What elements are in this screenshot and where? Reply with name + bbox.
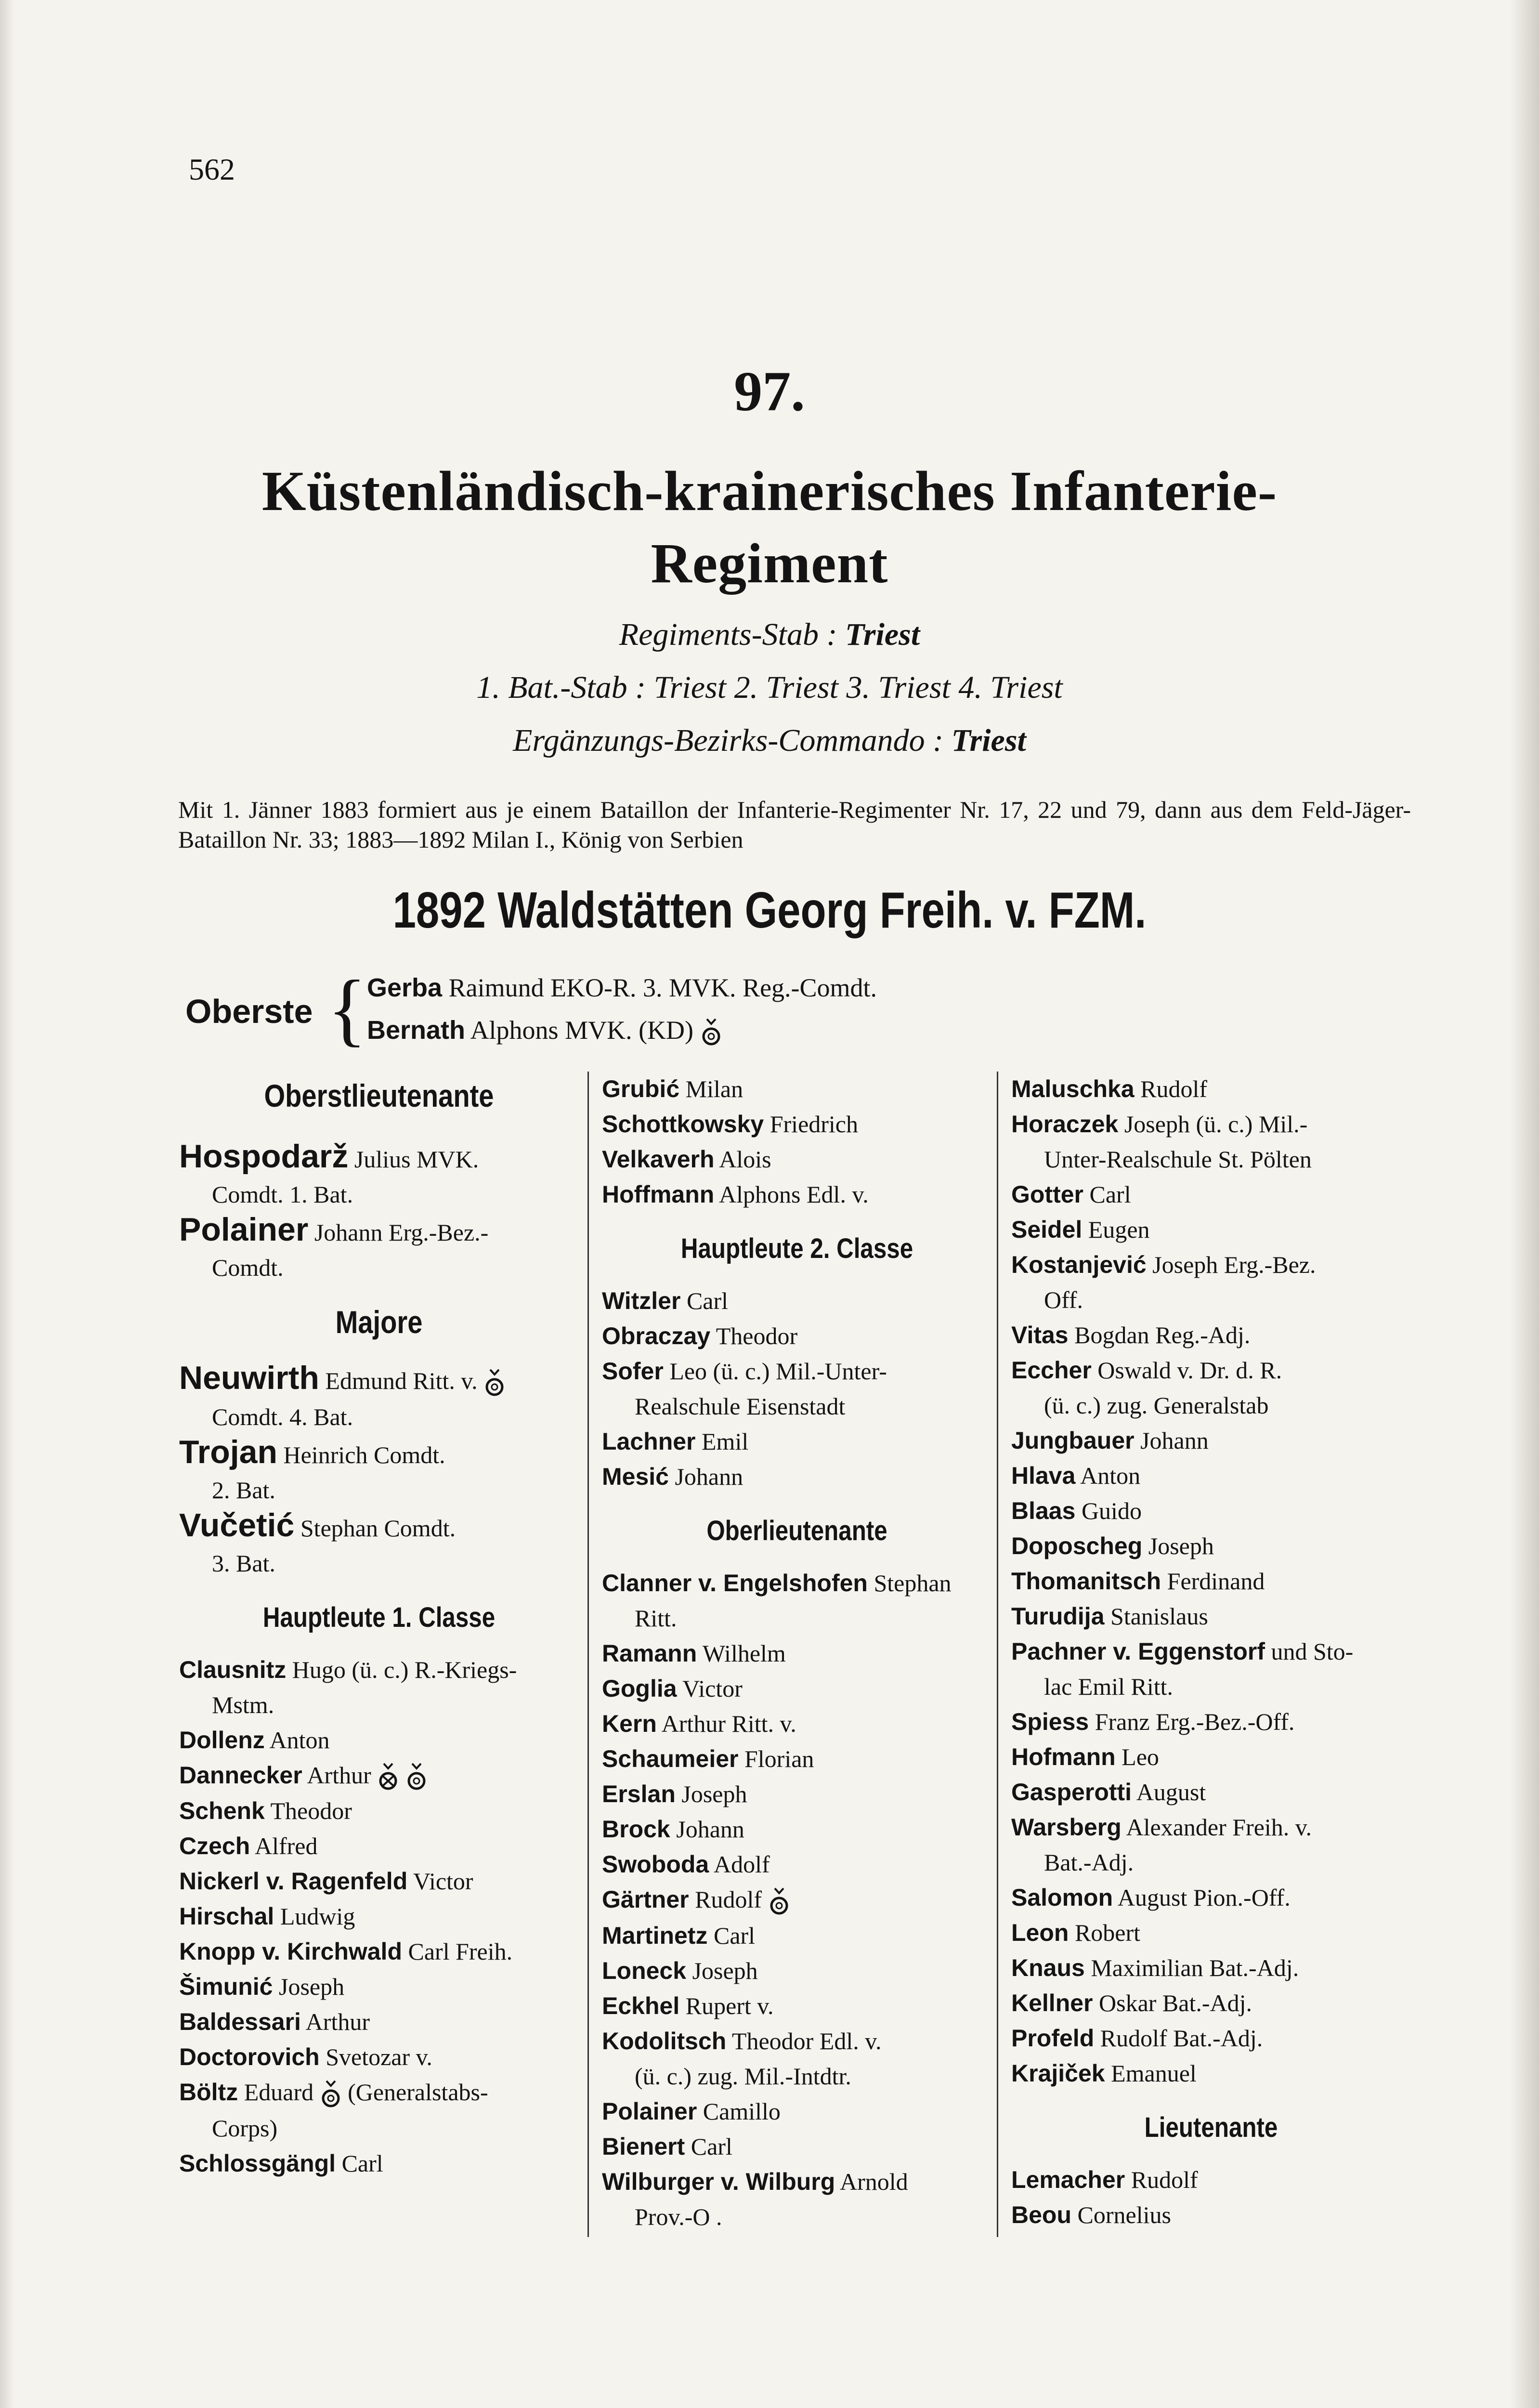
details: Emil [695, 1428, 749, 1455]
entry-continuation: Ritt. [635, 1605, 677, 1632]
surname: Schaumeier [602, 1745, 739, 1772]
surname: Eccher [1011, 1357, 1092, 1384]
surname: Šimunić [179, 1973, 273, 2001]
surname: Schlossgängl [179, 2149, 336, 2177]
details: Anton [1075, 1462, 1141, 1489]
officer-entry [1011, 1599, 1411, 1634]
title-line-2: Regiment [651, 532, 888, 595]
details: Florian [738, 1745, 814, 1772]
heading-oberstlieutenante: Oberstlieutenante [264, 1078, 494, 1113]
regiments-stab-place: Triest [845, 617, 920, 652]
details: August Pion.-Off. [1113, 1884, 1291, 1911]
surname: Polainer [602, 2097, 697, 2125]
surname: Neuwirth [179, 1360, 319, 1396]
surname: Seidel [1011, 1216, 1083, 1243]
cross-medal-icon [377, 1762, 399, 1793]
details: Carl Freih. [402, 1938, 513, 1965]
officer-entry [1011, 1072, 1411, 1107]
ergaenzungs-label: Ergänzungs-Bezirks-Commando : [513, 723, 952, 758]
surname: Swoboda [602, 1851, 709, 1878]
surname: Hlava [1011, 1462, 1076, 1489]
details: Rudolf Bat.-Adj. [1094, 2025, 1263, 2052]
medal-icon [700, 1017, 722, 1049]
details: Cornelius [1071, 2201, 1171, 2228]
entry-continuation: Mstm. [212, 1691, 274, 1718]
surname: Vučetić [179, 1506, 295, 1544]
details: Joseph Erg.-Bez. [1146, 1251, 1316, 1278]
details: Alphons Edl. v. [714, 1181, 869, 1208]
details: Victor [407, 1868, 473, 1895]
details: Alois [714, 1146, 771, 1173]
surname: Gärtner [602, 1886, 689, 1913]
officer-entry [1011, 1458, 1411, 1493]
surname: Profeld [1011, 2025, 1095, 2052]
surname: Kern [602, 1710, 657, 1737]
surname: Sofer [602, 1358, 664, 1385]
surname: Leon [1011, 1919, 1069, 1946]
details: Guido [1075, 1497, 1142, 1524]
details: Johann [668, 1463, 743, 1490]
details: Milan [679, 1075, 743, 1102]
officer-entry [602, 1741, 992, 1777]
details: August [1132, 1779, 1206, 1806]
entry-continuation: Comdt. 1. Bat. [212, 1181, 353, 1208]
oberst-surname: Gerba [367, 973, 443, 1002]
officer-entry [179, 1899, 579, 1934]
surname: Baldessari [179, 2008, 301, 2036]
officer-entry [1011, 1986, 1411, 2021]
officer-entry [602, 1283, 992, 1319]
surname: Brock [602, 1816, 670, 1843]
details: Maximilian Bat.-Adj. [1084, 1954, 1299, 1981]
details: Carl [707, 1922, 756, 1949]
surname: Spiess [1011, 1708, 1089, 1735]
surname: Mesić [602, 1463, 669, 1490]
officer-entry [602, 1566, 992, 1601]
surname: Thomanitsch [1011, 1568, 1161, 1595]
surname: Hospodarž [179, 1138, 349, 1175]
officer-entry [602, 2164, 992, 2199]
officer-entry [602, 1142, 992, 1177]
surname: Martinetz [602, 1922, 708, 1949]
ergaenzungs-place: Triest [951, 723, 1026, 758]
surname: Blaas [1011, 1497, 1076, 1524]
details: Svetozar v. [319, 2043, 432, 2071]
surname: Eckhel [602, 1992, 680, 2019]
details: Theodor [710, 1322, 798, 1349]
details: Arthur [302, 1761, 371, 1789]
officer-entry [1011, 1564, 1411, 1599]
officer-entry [1011, 1740, 1411, 1775]
details: Robert [1069, 1919, 1141, 1946]
details: Joseph [1142, 1532, 1214, 1559]
surname: Kellner [1011, 1989, 1093, 2016]
surname: Kostanjević [1011, 1251, 1147, 1278]
heading-hauptleute-1: Hauptleute 1. Classe [262, 1601, 496, 1633]
surname: Clausnitz [179, 1656, 287, 1683]
surname: Salomon [1011, 1884, 1113, 1911]
officer-entry [179, 2004, 579, 2040]
surname: Obraczay [602, 1322, 711, 1349]
regiments-stab-label: Regiments-Stab : [619, 617, 845, 652]
surname: Kodolitsch [602, 2027, 727, 2055]
officer-entry [1011, 1247, 1411, 1283]
officer-entry [602, 1882, 992, 1918]
column-1 [179, 1072, 579, 2181]
details: Eugen [1082, 1216, 1150, 1243]
surname: Polainer [179, 1211, 309, 1248]
details: und Sto- [1265, 1638, 1354, 1665]
officer-entry [179, 2146, 579, 2181]
officer-entry [1011, 1318, 1411, 1353]
medal-icon [320, 2079, 342, 2111]
officer-entry [1011, 2021, 1411, 2056]
officer-entry [179, 2075, 579, 2111]
officer-entry [179, 2040, 579, 2075]
officer-entry [179, 1934, 579, 1969]
surname: Lemacher [1011, 2166, 1125, 2193]
officer-entry [1011, 1353, 1411, 1388]
entry-continuation: Comdt. [212, 1254, 284, 1281]
column-2 [602, 1072, 992, 2235]
officer-entry [602, 1671, 992, 1706]
details: Arthur Ritt. v. [656, 1710, 796, 1737]
oberste-label: Oberste [185, 993, 313, 1030]
officer-entry [1011, 1880, 1411, 1915]
details: Arthur [300, 2008, 370, 2036]
officer-entry [1011, 2162, 1411, 2198]
details: Arnold [835, 2168, 908, 2195]
officer-entry [602, 1636, 992, 1671]
details: Oskar Bat.-Adj. [1093, 1989, 1252, 2016]
oberst-surname: Bernath [367, 1016, 466, 1045]
ergaenzungs-commando [0, 722, 1539, 759]
details: Hugo (ü. c.) R.-Kriegs- [286, 1656, 517, 1683]
details: Rupert v. [679, 1992, 774, 2019]
medal-icon [483, 1368, 506, 1400]
officer-entry [602, 1812, 992, 1847]
details: Anton [264, 1726, 330, 1754]
regiments-stab [0, 616, 1539, 653]
surname: Beou [1011, 2201, 1071, 2228]
column-divider [587, 1072, 589, 2237]
officer-entry [602, 2094, 992, 2129]
surname: Grubić [602, 1075, 680, 1102]
entry-continuation: Corps) [212, 2114, 278, 2142]
surname: Dannecker [179, 1761, 302, 1789]
surname: Hirschal [179, 1903, 274, 1930]
entry-continuation: 2. Bat. [212, 1476, 275, 1504]
entry-continuation: Realschule Eisenstadt [635, 1393, 846, 1420]
column-3 [1011, 1072, 1411, 2233]
officer-entry [1011, 1423, 1411, 1458]
entry-continuation: (ü. c.) zug. Mil.-Intdtr. [635, 2062, 851, 2090]
details: Victor [677, 1675, 743, 1702]
surname: Böltz [179, 2079, 238, 2106]
surname: Dollenz [179, 1726, 265, 1754]
page-number: 562 [189, 152, 235, 186]
officer-entry [1011, 1950, 1411, 1986]
officer-entry [1011, 1177, 1411, 1212]
details: Franz Erg.-Bez.-Off. [1089, 1708, 1295, 1735]
officer-entry [1011, 1775, 1411, 1810]
details: Stephan [867, 1570, 952, 1597]
details: Alfred [250, 1832, 318, 1860]
regiment-number: 97. [734, 360, 805, 423]
formation-note: Mit 1. Jänner 1883 formiert aus je einem Bataillon der Infanterie-Regimenter Nr. 17, 22 und 79, dann aus dem Feld-Jäger-Bataillon Nr. 33; 1883—1892 Milan I., König von Serbien [178, 796, 1411, 853]
medal-icon [768, 1886, 790, 1918]
details: Theodor Edl. v. [726, 2027, 882, 2055]
details: Joseph [686, 1957, 758, 1984]
entry-continuation: 3. Bat. [212, 1549, 275, 1577]
officer-entry [602, 1424, 992, 1459]
details: Theodor [264, 1797, 352, 1825]
officer-entry [1011, 1810, 1411, 1845]
oberst-entry [367, 1015, 722, 1049]
details: Rudolf [1134, 1075, 1208, 1102]
officer-entry [602, 1354, 992, 1389]
surname: Schenk [179, 1797, 265, 1825]
details: Stanislaus [1104, 1603, 1208, 1630]
surname: Bienert [602, 2133, 685, 2160]
details: Camillo [697, 2097, 781, 2125]
officer-entry [602, 1319, 992, 1354]
surname: Doctorovich [179, 2043, 320, 2071]
surname: Erslan [602, 1780, 676, 1807]
officer-entry [1011, 1634, 1411, 1669]
surname: Hoffmann [602, 1181, 715, 1208]
surname: Gotter [1011, 1181, 1083, 1208]
column-divider [997, 1072, 998, 2237]
officer-entry [602, 1989, 992, 2024]
oberst-entry [367, 973, 877, 1003]
officer-entry [179, 1829, 579, 1864]
entry-continuation: Bat.-Adj. [1044, 1849, 1134, 1876]
officer-entry [1011, 1107, 1411, 1142]
officer-entry [1011, 1915, 1411, 1950]
oberste-brace: { [327, 964, 367, 1054]
title-line-1: Küstenländisch-krainerisches Infanterie- [261, 459, 1278, 523]
surname: Trojan [179, 1433, 278, 1470]
details: Carl [336, 2149, 383, 2177]
surname: Maluschka [1011, 1075, 1135, 1102]
heading-oberlieutenante: Oberlieutenante [706, 1515, 887, 1546]
details: Oswald v. Dr. d. R. [1091, 1357, 1282, 1384]
details: Leo [1115, 1743, 1159, 1770]
details: Alexander Freih. v. [1121, 1814, 1312, 1841]
entry-continuation: (ü. c.) zug. Generalstab [1044, 1392, 1269, 1419]
details: Leo (ü. c.) Mil.-Unter- [663, 1358, 887, 1385]
details: Ferdinand [1161, 1568, 1265, 1595]
details: Julius MVK. [348, 1146, 479, 1173]
officer-entry [602, 1953, 992, 1989]
surname: Vitas [1011, 1322, 1069, 1348]
medal-icon [405, 1762, 428, 1793]
officer-entry [179, 1793, 579, 1829]
surname: Velkaverh [602, 1146, 715, 1173]
heading-hauptleute-2: Hauptleute 2. Classe [680, 1233, 913, 1264]
officer-entry [1011, 1212, 1411, 1247]
officer-entry [1011, 1493, 1411, 1529]
officer-entry [179, 1969, 579, 2004]
surname: Lachner [602, 1428, 696, 1455]
officer-entry [1011, 2198, 1411, 2233]
officer-entry [602, 1847, 992, 1882]
officer-entry [602, 1177, 992, 1212]
surname: Horaczek [1011, 1111, 1119, 1138]
officer-entry [602, 2129, 992, 2164]
officer-entry [602, 1107, 992, 1142]
details: Stephan Comdt. [294, 1514, 456, 1542]
surname: Loneck [602, 1957, 687, 1984]
officer-entry [179, 1435, 579, 1473]
details: Johann Erg.-Bez.- [308, 1219, 489, 1246]
details: Carl [680, 1287, 729, 1314]
oberst-details: Raimund EKO-R. 3. MVK. Reg.-Comdt. [442, 973, 877, 1002]
details: (Generalstabs- [341, 2079, 488, 2106]
surname: Ramann [602, 1640, 697, 1667]
officer-entry [602, 2024, 992, 2059]
details: Rudolf [1125, 2166, 1198, 2193]
oberst-details: Alphons MVK. (KD) [465, 1016, 694, 1045]
officer-entry [602, 1706, 992, 1741]
surname: Warsberg [1011, 1814, 1122, 1841]
details: Adolf [709, 1851, 770, 1878]
regiment-title [0, 455, 1539, 600]
officer-entry [179, 1361, 579, 1400]
officer-entry [179, 1864, 579, 1899]
officer-entry [602, 1777, 992, 1812]
officer-entry [1011, 1704, 1411, 1740]
officer-entry [179, 1508, 579, 1546]
details: Ludwig [274, 1903, 355, 1930]
details: Johann [1134, 1427, 1209, 1454]
officer-entry [179, 1139, 579, 1177]
officer-entry [179, 1652, 579, 1688]
surname: Pachner v. Eggenstorf [1011, 1638, 1265, 1665]
details: Johann [670, 1816, 744, 1843]
entry-continuation: lac Emil Ritt. [1044, 1673, 1174, 1700]
details: Emanuel [1105, 2060, 1197, 2087]
surname: Doposcheg [1011, 1532, 1143, 1559]
officer-entry [179, 1212, 579, 1250]
entry-continuation: Unter-Realschule St. Pölten [1044, 1146, 1312, 1173]
surname: Witzler [602, 1287, 681, 1314]
officer-entry [179, 1723, 579, 1758]
details: Edmund Ritt. v. [319, 1367, 478, 1394]
surname: Wilburger v. Wilburg [602, 2168, 835, 2195]
surname: Hofmann [1011, 1743, 1116, 1770]
entry-continuation: Prov.-O . [635, 2203, 722, 2230]
entry-continuation: Comdt. 4. Bat. [212, 1403, 353, 1430]
entry-continuation: Off. [1044, 1286, 1083, 1313]
details: Joseph [675, 1780, 747, 1807]
details: Carl [1083, 1181, 1131, 1208]
surname: Knaus [1011, 1954, 1085, 1981]
details: Bogdan Reg.-Adj. [1068, 1322, 1251, 1348]
surname: Krajiček [1011, 2060, 1105, 2087]
officer-entry [602, 1072, 992, 1107]
details: Carl [685, 2133, 732, 2160]
officer-entry [602, 1918, 992, 1953]
details: Wilhelm [697, 1640, 786, 1667]
surname: Schottkowsky [602, 1111, 764, 1138]
officer-entry [602, 1459, 992, 1494]
surname: Nickerl v. Ragenfeld [179, 1868, 408, 1895]
surname: Jungbauer [1011, 1427, 1135, 1454]
regiment-inhaber: 1892 Waldstätten Georg Freih. v. FZM. [392, 882, 1147, 939]
details: Eduard [238, 2079, 314, 2106]
details: Joseph (ü. c.) Mil.- [1118, 1111, 1308, 1138]
surname: Czech [179, 1832, 250, 1860]
details: Friedrich [764, 1111, 858, 1138]
surname: Turudija [1011, 1603, 1105, 1630]
surname: Knopp v. Kirchwald [179, 1938, 402, 1965]
surname: Goglia [602, 1675, 677, 1702]
heading-majore: Majore [335, 1304, 423, 1340]
details: Rudolf [689, 1886, 762, 1913]
surname: Clanner v. Engelshofen [602, 1570, 868, 1597]
officer-entry [179, 1758, 579, 1794]
details: Heinrich Comdt. [277, 1441, 445, 1468]
officer-entry [1011, 1529, 1411, 1564]
heading-lieutenante: Lieutenante [1144, 2112, 1278, 2143]
surname: Gasperotti [1011, 1779, 1132, 1806]
details: Joseph [273, 1973, 345, 2001]
officer-entry [1011, 2056, 1411, 2091]
bataillon-stab: 1. Bat.-Stab : Triest 2. Triest 3. Triest 4. Triest [476, 670, 1063, 705]
